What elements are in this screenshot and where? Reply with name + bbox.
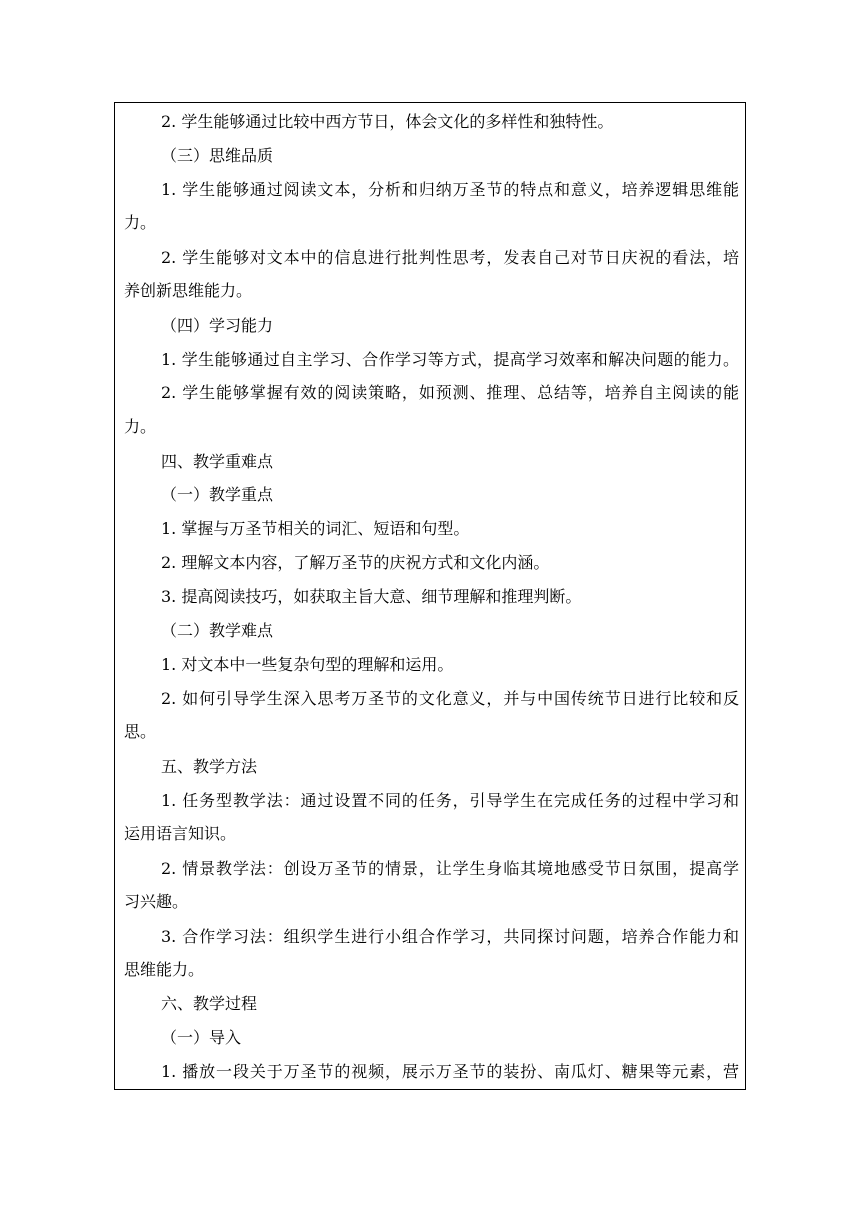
- text-line: 1. 播放一段关于万圣节的视频，展示万圣节的装扮、南瓜灯、糖果等元素，营: [161, 1062, 739, 1081]
- section-heading: （一）导入: [161, 1028, 242, 1047]
- text-line: 1. 掌握与万圣节相关的词汇、短语和句型。: [161, 519, 470, 538]
- text-line: 力。: [124, 213, 157, 232]
- section-heading: 六、教学过程: [161, 994, 258, 1013]
- section-heading: 五、教学方法: [161, 757, 258, 776]
- text-line: 思。: [124, 722, 157, 741]
- text-line: 2. 学生能够通过比较中西方节日，体会文化的多样性和独特性。: [161, 112, 614, 131]
- text-line: 2. 情景教学法：创设万圣节的情景，让学生身临其境地感受节日氛围，提高学: [161, 859, 739, 878]
- text-line: 力。: [124, 417, 157, 436]
- text-line: 3. 提高阅读技巧，如获取主旨大意、细节理解和推理判断。: [161, 587, 582, 606]
- section-heading: （二）教学难点: [161, 621, 274, 640]
- text-line: 3. 合作学习法：组织学生进行小组合作学习，共同探讨问题，培养合作能力和: [161, 927, 739, 946]
- text-line: 运用语言知识。: [124, 824, 237, 843]
- section-heading: （三）思维品质: [161, 146, 274, 165]
- text-line: 思维能力。: [124, 960, 205, 979]
- text-line: 习兴趣。: [124, 892, 189, 911]
- section-heading: 四、教学重难点: [161, 452, 274, 471]
- text-line: 养创新思维能力。: [124, 281, 253, 300]
- text-line: 1. 学生能够通过阅读文本，分析和归纳万圣节的特点和意义，培养逻辑思维能: [161, 180, 739, 199]
- text-line: 2. 如何引导学生深入思考万圣节的文化意义，并与中国传统节日进行比较和反: [161, 689, 739, 708]
- section-heading: （四）学习能力: [161, 316, 274, 335]
- section-heading: （一）教学重点: [161, 485, 274, 504]
- text-line: 2. 学生能够掌握有效的阅读策略，如预测、推理、总结等，培养自主阅读的能: [161, 383, 739, 402]
- text-line: 2. 理解文本内容，了解万圣节的庆祝方式和文化内涵。: [161, 553, 550, 572]
- text-line: 1. 对文本中一些复杂句型的理解和运用。: [161, 655, 454, 674]
- text-line: 2. 学生能够对文本中的信息进行批判性思考，发表自己对节日庆祝的看法，培: [161, 248, 739, 267]
- text-line: 1. 任务型教学法：通过设置不同的任务，引导学生在完成任务的过程中学习和: [161, 791, 739, 810]
- text-line: 1. 学生能够通过自主学习、合作学习等方式，提高学习效率和解决问题的能力。: [161, 350, 739, 369]
